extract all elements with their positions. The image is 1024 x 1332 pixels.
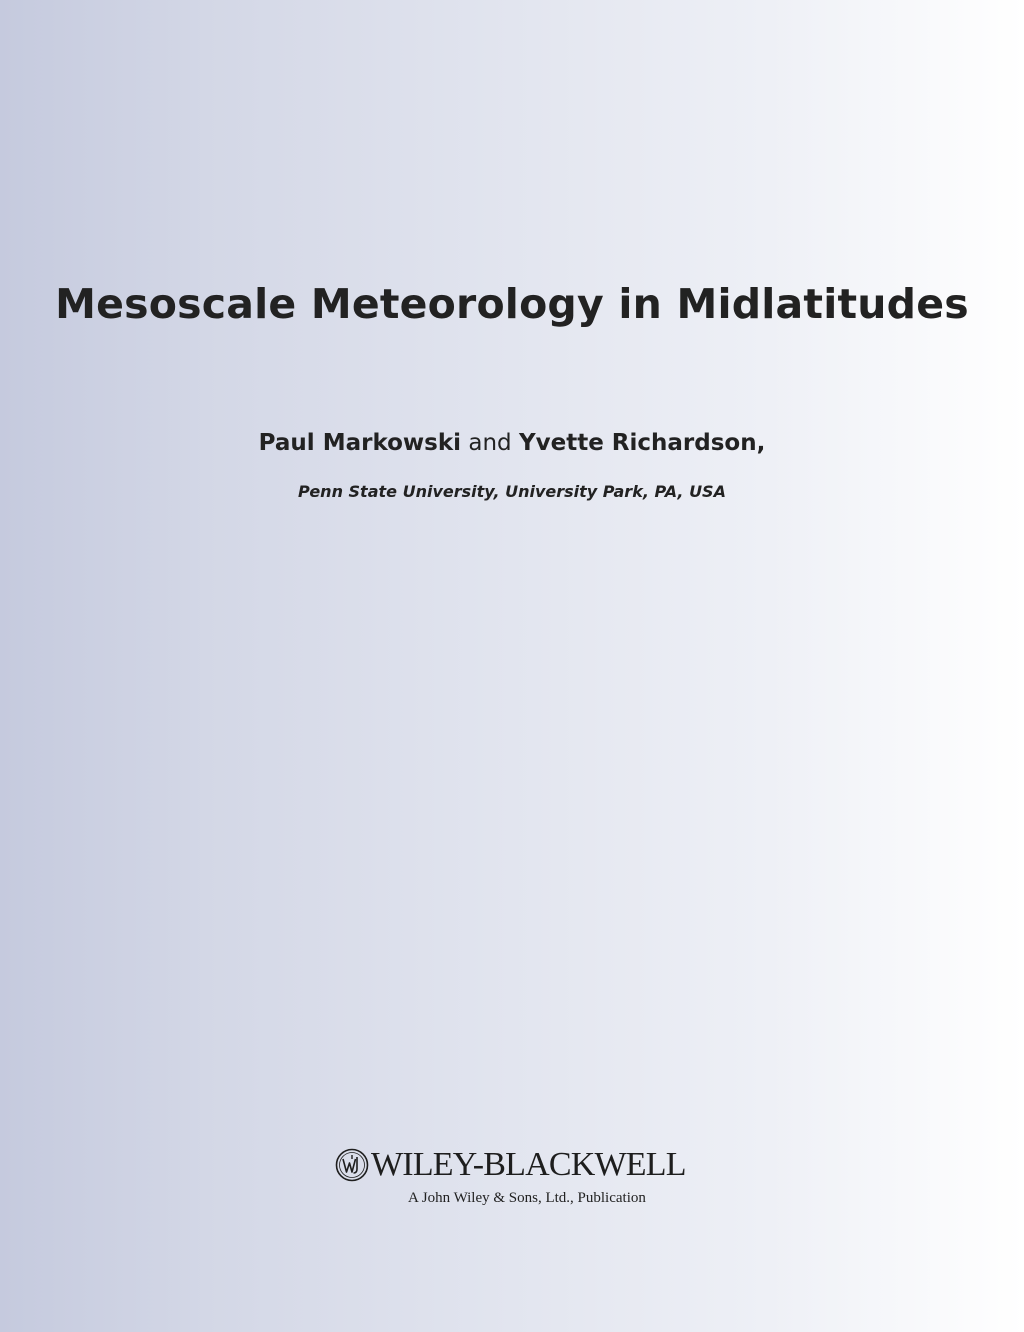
author-name-2: Yvette Richardson, bbox=[518, 430, 766, 456]
publisher-block bbox=[335, 1146, 705, 1216]
publisher-tagline: A John Wiley & Sons, Ltd., Publication bbox=[408, 1190, 646, 1206]
author-connector: and bbox=[468, 430, 512, 456]
publisher-wordmark: WILEY-BLACKWELL bbox=[371, 1146, 686, 1183]
author-name-1: Paul Markowski bbox=[258, 430, 462, 456]
author-line bbox=[0, 426, 1024, 460]
book-title: Mesoscale Meteorology in Midlatitudes bbox=[55, 280, 969, 328]
wiley-jw-seal-icon bbox=[335, 1148, 369, 1182]
author-affiliation: Penn State University, University Park, PA, USA bbox=[298, 482, 726, 501]
